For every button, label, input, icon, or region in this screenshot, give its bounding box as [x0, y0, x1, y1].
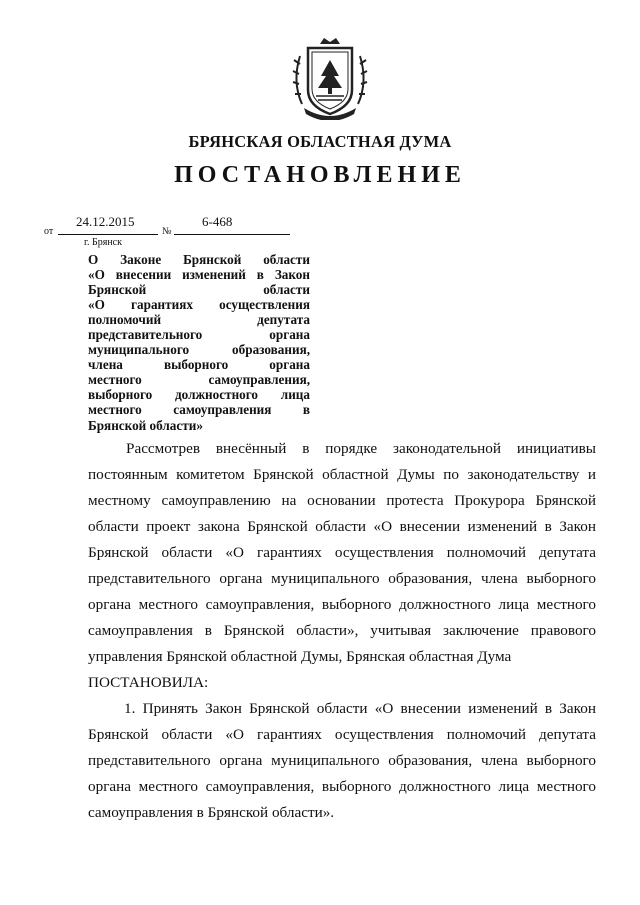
preamble-line: самоуправления в Брянской области», учитывая заключение правового — [88, 622, 596, 639]
preamble-line: области проект закона Брянской области «О внесении изменений в Закон — [88, 518, 596, 535]
organization-name: БРЯНСКАЯ ОБЛАСТНАЯ ДУМА — [188, 132, 452, 151]
document-type-title: ПОСТАНОВЛЕНИЕ — [174, 162, 466, 188]
item1-line: самоуправления в Брянской области». — [88, 804, 335, 821]
preamble-line: управления Брянской областной Думы, Брянская областная Дума — [88, 648, 512, 665]
document-date: 24.12.2015 — [76, 214, 135, 229]
subject-line: Брянской области» — [88, 417, 203, 433]
subject-line: местного самоуправления, — [88, 372, 310, 388]
document-body — [88, 436, 596, 826]
preamble-line: Брянской области «О гарантиях осуществления полномочий депутата — [88, 544, 596, 561]
subject-line: муниципального образования, — [88, 342, 310, 358]
subject-line: полномочий депутата — [88, 312, 310, 328]
document-number: 6-468 — [202, 214, 233, 229]
preamble-line: местному самоуправлению на основании протеста Прокурора Брянской — [88, 492, 596, 509]
date-label: от — [44, 226, 54, 237]
preamble-line: Рассмотрев внесённый в порядке законодательной инициативы — [126, 440, 596, 457]
resolved-heading: ПОСТАНОВИЛА: — [88, 674, 209, 691]
subject-line: «О гарантиях осуществления — [88, 297, 310, 313]
city: г. Брянск — [84, 237, 122, 248]
item1-line: органа местного самоуправления, выборного должностного лица местного — [88, 778, 596, 795]
subject-heading — [88, 252, 310, 433]
preamble-line: представительного органа муниципального образования, члена выборного — [88, 570, 596, 587]
number-label: № — [162, 226, 172, 237]
item1-line: 1. Принять Закон Брянской области «О внесении изменений в Закон — [124, 700, 596, 717]
item1-line: представительного органа муниципального образования, члена выборного — [88, 752, 596, 769]
preamble-line: постоянным комитетом Брянской областной Думы по законодательству и — [88, 466, 596, 483]
subject-line: «О внесении изменений в Закон — [88, 267, 310, 283]
subject-line: О Законе Брянской области — [88, 252, 310, 267]
date-underline — [58, 234, 158, 235]
subject-line: представительного органа — [88, 327, 310, 343]
item1-line: Брянской области «О гарантиях осуществления полномочий депутата — [88, 726, 596, 743]
preamble-line: органа местного самоуправления, выборного должностного лица местного — [88, 596, 596, 613]
subject-line: члена выборного органа — [88, 357, 310, 373]
document-meta — [44, 212, 344, 238]
coat-of-arms-icon — [290, 34, 370, 120]
subject-line: местного самоуправления в — [88, 402, 310, 418]
subject-line: выборного должностного лица — [88, 387, 310, 403]
subject-line: Брянской области — [88, 282, 310, 298]
number-underline — [174, 234, 290, 235]
